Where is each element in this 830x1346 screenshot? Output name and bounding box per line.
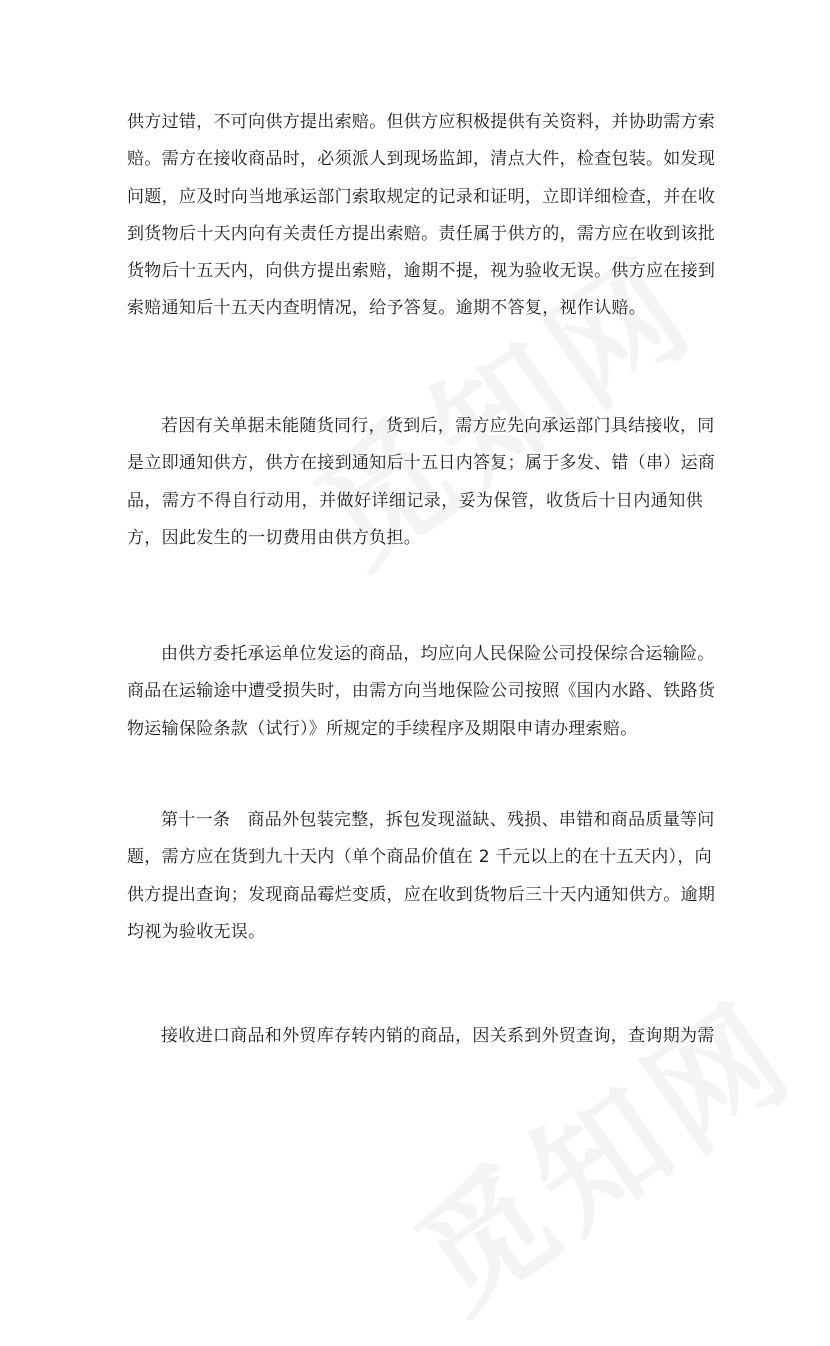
paragraph-transport-insurance xyxy=(127,636,716,748)
paragraph-claims-procedure xyxy=(127,104,716,328)
text-line: 方，因此发生的一切费用由供方负担。 xyxy=(127,527,422,548)
paragraph-missing-documents xyxy=(127,408,716,557)
text-line: 物运输保险条款（试行）》所规定的手续程序及期限申请办理索赔。 xyxy=(127,718,638,739)
watermark xyxy=(374,951,825,1345)
text-line: 供方提出查询；发现商品霉烂变质，应在收到货物后三十天内通知供方。逾期 xyxy=(127,884,716,905)
text-line: 若因有关单据未能随货同行，货到后，需方应先向承运部门具结接收，同 xyxy=(161,416,715,436)
text-line: 到货物后十天内向有关责任方提出索赔。责任属于供方的，需方应在收到该批 xyxy=(127,223,716,244)
text-line: 索赔通知后十五天内查明情况，给予答复。逾期不答复，视作认赔。 xyxy=(127,298,646,319)
text-line: 赔。需方在接收商品时，必须派人到现场监卸，清点大件，检查包装。如发现 xyxy=(127,149,716,170)
text-line: 供方过错，不可向供方提出索赔。但供方应积极提供有关资料，并协助需方索 xyxy=(127,112,716,132)
text-line: 问题，应及时向当地承运部门索取规定的记录和证明，立即详细检查，并在收 xyxy=(127,186,716,207)
text-line: 货物后十五天内，向供方提出索赔，逾期不提，视为验收无误。供方应在接到 xyxy=(127,261,716,282)
text-line: 均视为验收无误。 xyxy=(127,921,266,942)
text-line: 由供方委托承运单位发运的商品，均应向人民保险公司投保综合运输险。 xyxy=(161,644,715,664)
text-line: 第十一条 商品外包装完整，拆包发现溢缺、残损、串错和商品质量等问 xyxy=(161,810,715,830)
paragraph-import-goods xyxy=(127,1018,715,1055)
paragraph-article-11 xyxy=(127,802,716,951)
text-line: 商品在运输途中遭受损失时，由需方向当地保险公司按照《国内水路、铁路货 xyxy=(127,681,716,702)
text-line: 品，需方不得自行动用，并做好详细记录，妥为保管，收货后十日内通知供 xyxy=(127,490,703,511)
text-line: 接收进口商品和外贸库存转内销的商品，因关系到外贸查询，查询期为需 xyxy=(161,1026,715,1046)
text-line: 题，需方应在货到九十天内（单个商品价值在 2 千元以上的在十五天内），向 xyxy=(127,847,712,868)
text-line: 是立即通知供方，供方在接到通知后十五日内答复；属于多发、错（串）运商 xyxy=(127,453,716,474)
